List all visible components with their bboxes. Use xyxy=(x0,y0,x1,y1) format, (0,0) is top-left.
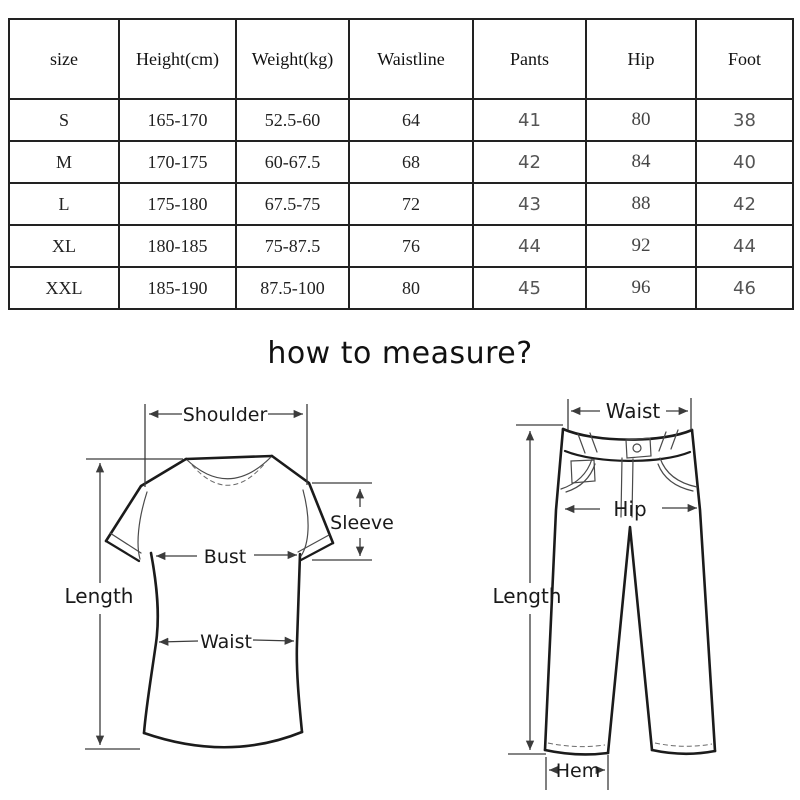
cell-height: 170-175 xyxy=(119,141,236,183)
pants-measure-diagram xyxy=(470,390,800,800)
cell-height: 165-170 xyxy=(119,99,236,141)
bust-measure xyxy=(156,546,297,568)
tshirt-outline xyxy=(106,456,333,747)
cell-pants: 42 xyxy=(473,141,586,183)
shirt-waist-label: Waist xyxy=(200,631,252,653)
cell-foot: 40 xyxy=(696,141,793,183)
col-header-pants: Pants xyxy=(473,19,586,99)
pants-outline xyxy=(545,429,715,754)
cell-foot: 46 xyxy=(696,267,793,309)
cell-hip: 80 xyxy=(586,99,696,141)
shoulder-measure xyxy=(145,404,307,487)
table-row xyxy=(9,225,793,267)
size-chart-table xyxy=(8,18,794,310)
hem-measure xyxy=(546,755,608,790)
col-header-weight: Weight(kg) xyxy=(236,19,349,99)
cell-foot: 42 xyxy=(696,183,793,225)
cell-size: S xyxy=(9,99,119,141)
pants-waist-label: Waist xyxy=(605,399,661,423)
cell-weight: 52.5-60 xyxy=(236,99,349,141)
hip-measure xyxy=(565,497,697,521)
cell-size: L xyxy=(9,183,119,225)
cell-weight: 75-87.5 xyxy=(236,225,349,267)
cell-height: 185-190 xyxy=(119,267,236,309)
cell-size: XXL xyxy=(9,267,119,309)
cell-foot: 44 xyxy=(696,225,793,267)
cell-waistline: 68 xyxy=(349,141,473,183)
shirt-bust-label: Bust xyxy=(203,546,247,568)
tshirt-measure-diagram xyxy=(40,390,410,790)
cell-foot: 38 xyxy=(696,99,793,141)
cell-size: M xyxy=(9,141,119,183)
shirt-waist-measure xyxy=(159,631,294,653)
shirt-length-measure xyxy=(65,459,183,749)
shirt-sleeve-label: Sleeve xyxy=(330,512,394,534)
cell-hip: 96 xyxy=(586,267,696,309)
cell-pants: 44 xyxy=(473,225,586,267)
shirt-shoulder-label: Shoulder xyxy=(182,404,268,426)
cell-waistline: 72 xyxy=(349,183,473,225)
col-header-size: size xyxy=(9,19,119,99)
pants-hem-label: Hem xyxy=(555,760,601,782)
col-header-foot: Foot xyxy=(696,19,793,99)
col-header-waistline: Waistline xyxy=(349,19,473,99)
cell-hip: 88 xyxy=(586,183,696,225)
cell-height: 175-180 xyxy=(119,183,236,225)
table-row xyxy=(9,141,793,183)
how-to-measure-title: how to measure? xyxy=(267,336,533,371)
col-header-height: Height(cm) xyxy=(119,19,236,99)
cell-weight: 67.5-75 xyxy=(236,183,349,225)
table-row xyxy=(9,99,793,141)
cell-pants: 45 xyxy=(473,267,586,309)
table-row xyxy=(9,183,793,225)
cell-hip: 84 xyxy=(586,141,696,183)
cell-height: 180-185 xyxy=(119,225,236,267)
cell-waistline: 76 xyxy=(349,225,473,267)
pants-length-measure xyxy=(493,425,563,754)
pants-length-label: Length xyxy=(492,584,562,608)
cell-waistline: 80 xyxy=(349,267,473,309)
cell-pants: 41 xyxy=(473,99,586,141)
cell-waistline: 64 xyxy=(349,99,473,141)
cell-weight: 60-67.5 xyxy=(236,141,349,183)
cell-hip: 92 xyxy=(586,225,696,267)
col-header-hip: Hip xyxy=(586,19,696,99)
pants-hip-label: Hip xyxy=(613,497,647,521)
shirt-length-label: Length xyxy=(64,584,134,608)
cell-pants: 43 xyxy=(473,183,586,225)
table-header-row xyxy=(9,19,793,99)
cell-weight: 87.5-100 xyxy=(236,267,349,309)
table-row xyxy=(9,267,793,309)
pants-waist-measure xyxy=(568,398,691,430)
cell-size: XL xyxy=(9,225,119,267)
